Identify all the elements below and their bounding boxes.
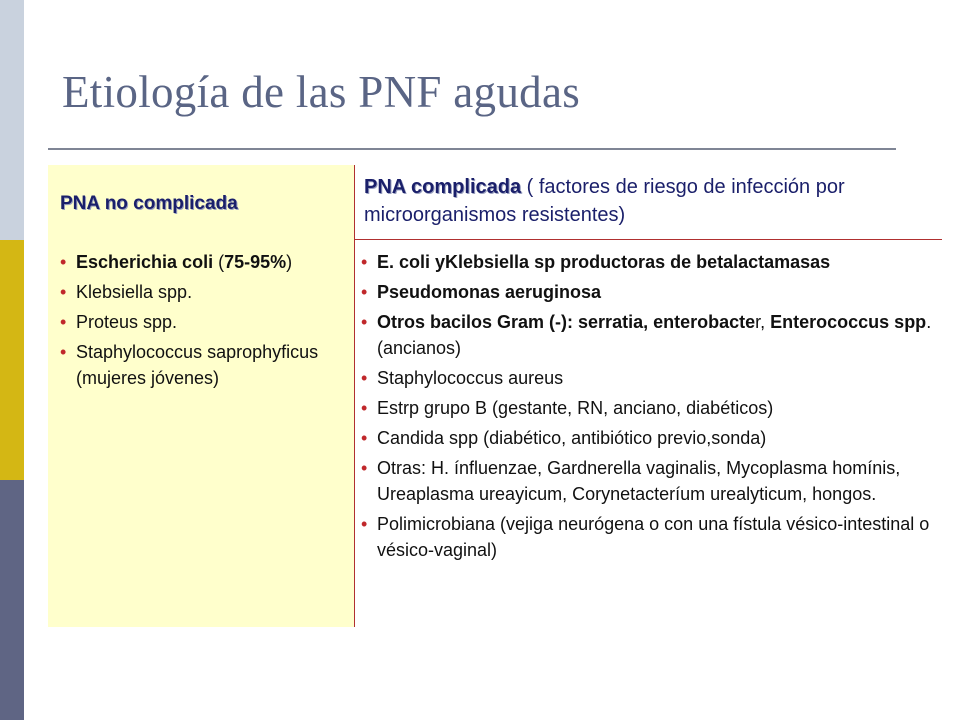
side-bar-bottom	[0, 480, 24, 720]
list-item: • Proteus spp.	[48, 309, 348, 335]
list-item: • E. coli yKlebsiella sp productoras de betalactamasas	[349, 249, 942, 275]
list-item: • Estrp grupo B (gestante, RN, anciano, diabéticos)	[349, 395, 942, 421]
list-item: • Polimicrobiana (vejiga neurógena o con una fístula vésico-intestinal o vésico-vaginal)	[349, 511, 942, 563]
list-item: • Staphylococcus saprophyficus (mujeres jóvenes)	[48, 339, 348, 391]
complicated-list	[349, 249, 942, 567]
complicated-header: PNA complicada ( factores de riesgo de infección por microorganismos resistentes)	[364, 176, 845, 226]
title-divider	[48, 148, 896, 150]
list-item: • Candida spp (diabético, antibiótico previo,sonda)	[349, 425, 942, 451]
etiology-table	[48, 165, 942, 627]
list-item: • Staphylococcus aureus	[349, 365, 942, 391]
list-item: • Otras: H. ínfluenzae, Gardnerella vaginalis, Mycoplasma homínis, Ureaplasma ureayicum, Corynetacteríum urealyticum, hongos.	[349, 455, 942, 507]
uncomplicated-column	[48, 165, 355, 627]
uncomplicated-list	[48, 249, 348, 395]
list-item: • Otros bacilos Gram (-): serratia, enterobacter, Enterococcus spp. (ancianos)	[349, 309, 942, 361]
list-item: • Escherichia coli (75-95%)	[48, 249, 348, 275]
side-bar-middle	[0, 240, 24, 480]
side-bar-top	[0, 0, 24, 240]
slide-title: Etiología de las PNF agudas	[62, 67, 581, 117]
uncomplicated-header: PNA no complicada	[60, 193, 238, 214]
complicated-column	[355, 165, 942, 627]
list-item: • Klebsiella spp.	[48, 279, 348, 305]
list-item: • Pseudomonas aeruginosa	[349, 279, 942, 305]
